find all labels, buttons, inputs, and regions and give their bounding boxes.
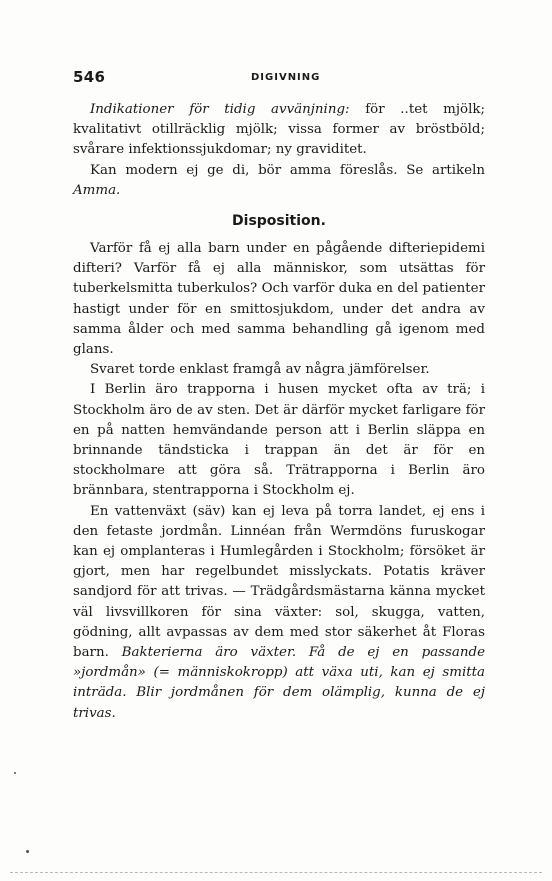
running-head: DIGIVNING xyxy=(251,72,321,83)
section-heading: Disposition. xyxy=(232,213,326,230)
bacteria-conclusion: Bakterierna äro växter. Få de ej en passande »jordmån» (= människokropp) att växa uti, kan ej smitta inträda. Blir jordmånen för dem olämplig, kunna de ej trivas. xyxy=(73,645,485,721)
scan-speck xyxy=(26,850,29,853)
indications-text: för ..tet mjölk; kvalitativt otillräcklig mjölk; vissa former av bröstböld; svårare infektionssjukdomar; ny graviditet. xyxy=(73,102,485,158)
body-text xyxy=(73,100,485,724)
paragraph-amma xyxy=(73,161,485,201)
page-header xyxy=(73,68,485,92)
scan-edge-line xyxy=(10,872,542,873)
amma-reference: Amma. xyxy=(73,182,121,198)
paragraph-stairs: I Berlin äro trapporna i husen mycket ofta av trä; i Stockholm äro de av sten. Det är därför mycket farligare för en på natten hemvändande person att i Berlin släppa en brinnande tändsticka i trappan än det är för en stockholmare att göra så. Trätrapporna i Berlin äro brännbara, stentrapporna i Stockholm ej. xyxy=(73,382,485,499)
plants-text: En vattenväxt (säv) kan ej leva på torra landet, ej ens i den fetaste jordmån. Linnéan från Wermdöns furuskogar kan ej omplanteras i Humlegården i Stockholm; försöket är gjort, men har regelbundet misslyckats. Potatis kräver sandjord för att trivas. — Trädgårdsmästarna känna mycket väl livsvillkoren för sina växter: sol, skugga, vatten, gödning, allt avpassas av dem med stor säkerhet åt Floras barn. xyxy=(73,503,485,661)
indications-label: Indikationer för tidig avvänjning: xyxy=(90,102,350,117)
paragraph-indications xyxy=(73,100,485,161)
paragraph-questions: Varför få ej alla barn under en pågående difteriepidemi difteri? Varför få ej alla människor, som utsättas för tuberkelsmitta tuberkulos? Och varför duka en del patienter hastigt under för en smittosjukdom, under det andra av samma ålder och med samma behandling gå igenom med glans. xyxy=(73,241,485,358)
amma-text: Kan modern ej ge di, bör amma föreslås. Se artikeln xyxy=(90,162,485,178)
paragraph-plants xyxy=(73,502,485,724)
paragraph-answer: Svaret torde enklast framgå av några jämförelser. xyxy=(90,362,430,378)
page-number: 546 xyxy=(73,68,106,86)
scan-speck xyxy=(14,772,16,774)
